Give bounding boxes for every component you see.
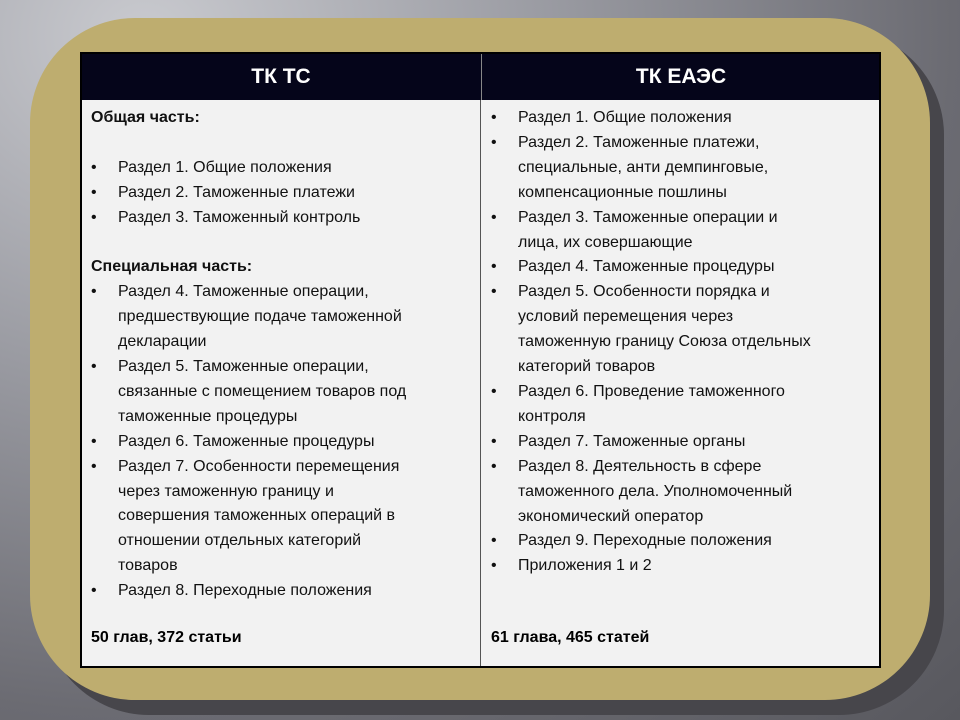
list-item-text: условий перемещения через xyxy=(518,308,734,326)
list-item-text: Раздел 1. Общие положения xyxy=(118,158,332,176)
list-item-text: предшествующие подаче таможенной xyxy=(118,308,402,326)
right-column xyxy=(491,106,876,579)
list-item xyxy=(91,280,476,355)
right-items-list xyxy=(491,106,876,579)
bullet-icon: • xyxy=(91,457,97,475)
right-summary: 61 глава, 465 статей xyxy=(491,629,650,646)
list-item-text: специальные, анти демпинговые, xyxy=(518,158,769,176)
list-item xyxy=(91,181,476,206)
header-tk-eaes: ТК ЕАЭС xyxy=(481,54,880,100)
bullet-icon: • xyxy=(491,109,497,126)
bullet-icon: • xyxy=(491,557,497,575)
list-item xyxy=(91,430,476,455)
special-part-title: Специальная часть: xyxy=(91,258,253,276)
list-item-text: Раздел 2. Таможенные платежи, xyxy=(518,133,760,151)
list-item-text: Раздел 7. Таможенные органы xyxy=(518,432,746,450)
left-summary: 50 глав, 372 статьи xyxy=(91,629,242,646)
list-item-text: экономический оператор xyxy=(518,507,704,525)
list-item-text: Раздел 4. Таможенные процедуры xyxy=(518,258,775,276)
list-item-text: Раздел 8. Переходные положения xyxy=(118,582,372,600)
left-column xyxy=(91,106,476,604)
list-item xyxy=(491,529,876,554)
list-item-text: Раздел 6. Таможенные процедуры xyxy=(118,432,375,450)
list-item-text: категорий товаров xyxy=(518,358,656,376)
list-item-text: Раздел 7. Особенности перемещения xyxy=(118,457,400,475)
list-item-text: компенсационные пошлины xyxy=(518,183,727,201)
list-item-text: Приложения 1 и 2 xyxy=(518,557,652,575)
bullet-icon: • xyxy=(491,457,497,475)
bullet-icon: • xyxy=(91,358,97,376)
bullet-icon: • xyxy=(91,283,97,301)
list-item-text: товаров xyxy=(118,557,178,575)
list-item-text: Раздел 3. Таможенный контроль xyxy=(118,208,361,226)
bullet-icon: • xyxy=(491,133,497,151)
list-item xyxy=(491,380,876,430)
list-item xyxy=(491,554,876,579)
bullet-icon: • xyxy=(491,258,497,276)
list-item-text: таможенную границу Союза отдельных xyxy=(518,333,811,351)
list-item xyxy=(491,131,876,206)
bullet-icon: • xyxy=(491,208,497,226)
list-item xyxy=(491,430,876,455)
list-item xyxy=(91,455,476,580)
list-item xyxy=(491,455,876,530)
list-item-text: Раздел 8. Деятельность в сфере xyxy=(518,457,762,475)
bullet-icon: • xyxy=(491,382,497,400)
list-item xyxy=(91,355,476,430)
bullet-icon: • xyxy=(91,582,97,600)
bullet-icon: • xyxy=(91,208,97,226)
bullet-icon: • xyxy=(491,432,497,450)
bullet-icon: • xyxy=(491,283,497,301)
list-item xyxy=(491,280,876,380)
list-item-text: декларации xyxy=(118,333,207,351)
list-item xyxy=(491,206,876,256)
list-item xyxy=(91,206,476,231)
list-item-text: совершения таможенных операций в xyxy=(118,507,396,525)
general-part-title: Общая часть: xyxy=(91,109,200,126)
special-items-list xyxy=(91,280,476,604)
list-item-text: лица, их совершающие xyxy=(518,233,693,251)
list-item-text: через таможенную границу и xyxy=(118,482,334,500)
list-item-text: связанные с помещением товаров под xyxy=(118,382,407,400)
bullet-icon: • xyxy=(91,158,97,176)
bullet-icon: • xyxy=(91,432,97,450)
list-item-text: Раздел 5. Особенности порядка и xyxy=(518,283,770,301)
list-item-text: таможенного дела. Уполномоченный xyxy=(518,482,793,500)
table-header xyxy=(82,54,879,100)
list-item-text: Раздел 3. Таможенные операции и xyxy=(518,208,778,226)
bullet-icon: • xyxy=(491,532,497,550)
list-item-text: Раздел 5. Таможенные операции, xyxy=(118,358,369,376)
list-item-text: контроля xyxy=(518,407,586,425)
comparison-table xyxy=(80,52,881,668)
list-item-text: Раздел 9. Переходные положения xyxy=(518,532,772,550)
header-tk-ts: ТК ТС xyxy=(251,65,311,88)
list-item-text: отношении отдельных категорий xyxy=(118,532,362,550)
column-divider xyxy=(480,100,481,666)
bullet-icon: • xyxy=(91,183,97,201)
list-item-text: Раздел 4. Таможенные операции, xyxy=(118,283,369,301)
list-item xyxy=(91,579,476,604)
general-items-list xyxy=(91,156,476,231)
list-item-text: таможенные процедуры xyxy=(118,407,298,425)
list-item-text: Раздел 1. Общие положения xyxy=(518,109,732,126)
list-item-text: Раздел 2. Таможенные платежи xyxy=(118,183,355,201)
list-item xyxy=(91,156,476,181)
list-item xyxy=(491,255,876,280)
list-item-text: Раздел 6. Проведение таможенного xyxy=(518,382,785,400)
list-item xyxy=(491,106,876,131)
